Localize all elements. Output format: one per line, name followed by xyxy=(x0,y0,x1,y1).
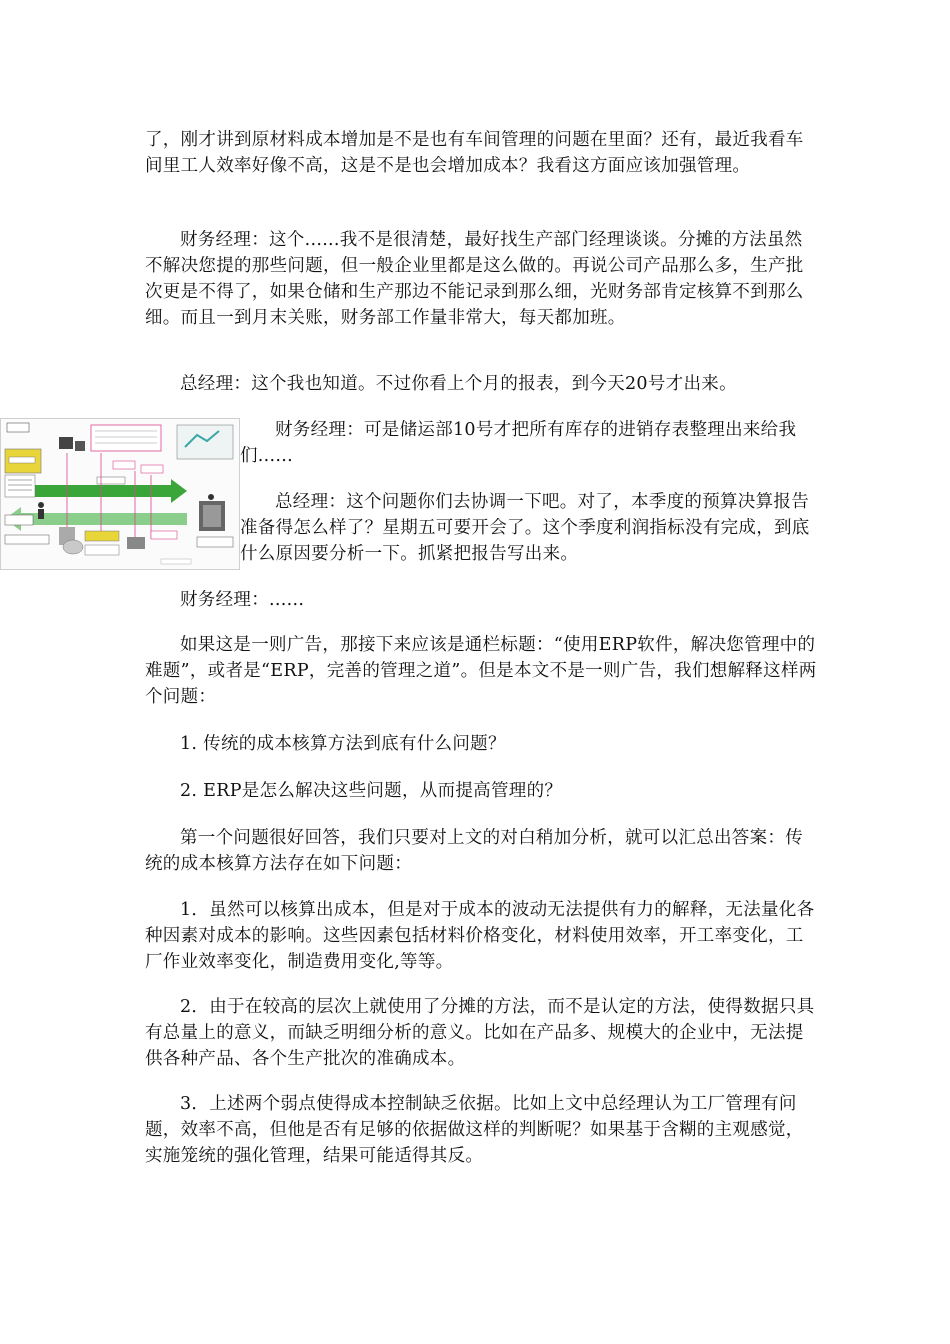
paragraph-10: 第一个问题很好回答，我们只要对上文的对白稍加分析，就可以汇总出答案：传统的成本核算方法存在如下问题： xyxy=(145,828,803,874)
paragraph-1: 了，刚才讲到原材料成本增加是不是也有车间管理的问题在里面？还有，最近我看车间里工人效率好像不高，这是不是也会增加成本？我看这方面应该加强管理。 xyxy=(145,130,804,176)
paragraph-7: 如果这是一则广告，那接下来应该是通栏标题：“使用ERP软件，解决您管理中的难题”，或者是“ERP，完善的管理之道”。但是本文不是一则广告，我们想解释这样两个问题： xyxy=(145,635,817,707)
problem-item-3: 3．上述两个弱点使得成本控制缺乏依据。比如上文中总经理认为工厂管理有问题，效率不高，但他是否有足够的依据做这样的判断呢？如果基于含糊的主观感觉，实施笼统的强化管理，结果可能适得其反。 xyxy=(145,1094,804,1166)
paragraph-2: 财务经理：这个......我不是很清楚，最好找生产部门经理谈谈。分摊的方法虽然不解决您提的那些问题，但一般企业里都是这么做的。再说公司产品那么多，生产批次更是不得了，如果仓储和生产那边不能记录到那么细，光财务部肯定核算不到那么细。而且一到月末关账，财务部工作量非常大，每天都加班。 xyxy=(145,230,804,328)
list-item-question-1: 1. 传统的成本核算方法到底有什么问题？ xyxy=(180,734,506,754)
problem-item-1: 1．虽然可以核算出成本，但是对于成本的波动无法提供有力的解释，无法量化各种因素对成本的影响。这些因素包括材料价格变化，材料使用效率，开工率变化，工厂作业效率变化，制造费用变化,等等。 xyxy=(145,900,815,972)
paragraph-3: 总经理：这个我也知道。不过你看上个月的报表，到今天20号才出来。 xyxy=(180,374,737,394)
list-item-question-2: 2. ERP是怎么解决这些问题，从而提高管理的？ xyxy=(180,781,563,801)
production-flow-diagram-image xyxy=(0,418,240,570)
paragraph-6: 财务经理：...... xyxy=(180,590,305,610)
problem-item-2: 2．由于在较高的层次上就使用了分摊的方法，而不是认定的方法，使得数据只具有总量上的意义，而缺乏明细分析的意义。比如在产品多、规模大的企业中，无法提供各种产品、各个生产批次的准确成本。 xyxy=(145,997,815,1069)
diagram-graphic xyxy=(1,419,239,569)
paragraph-5: 总经理：这个问题你们去协调一下吧。对了，本季度的预算决算报告准备得怎么样了？星期五可要开会了。这个季度利润指标没有完成，到底什么原因要分析一下。抓紧把报告写出来。 xyxy=(240,492,810,564)
paragraph-4: 财务经理：可是储运部10号才把所有库存的进销存表整理出来给我们...... xyxy=(240,420,797,466)
